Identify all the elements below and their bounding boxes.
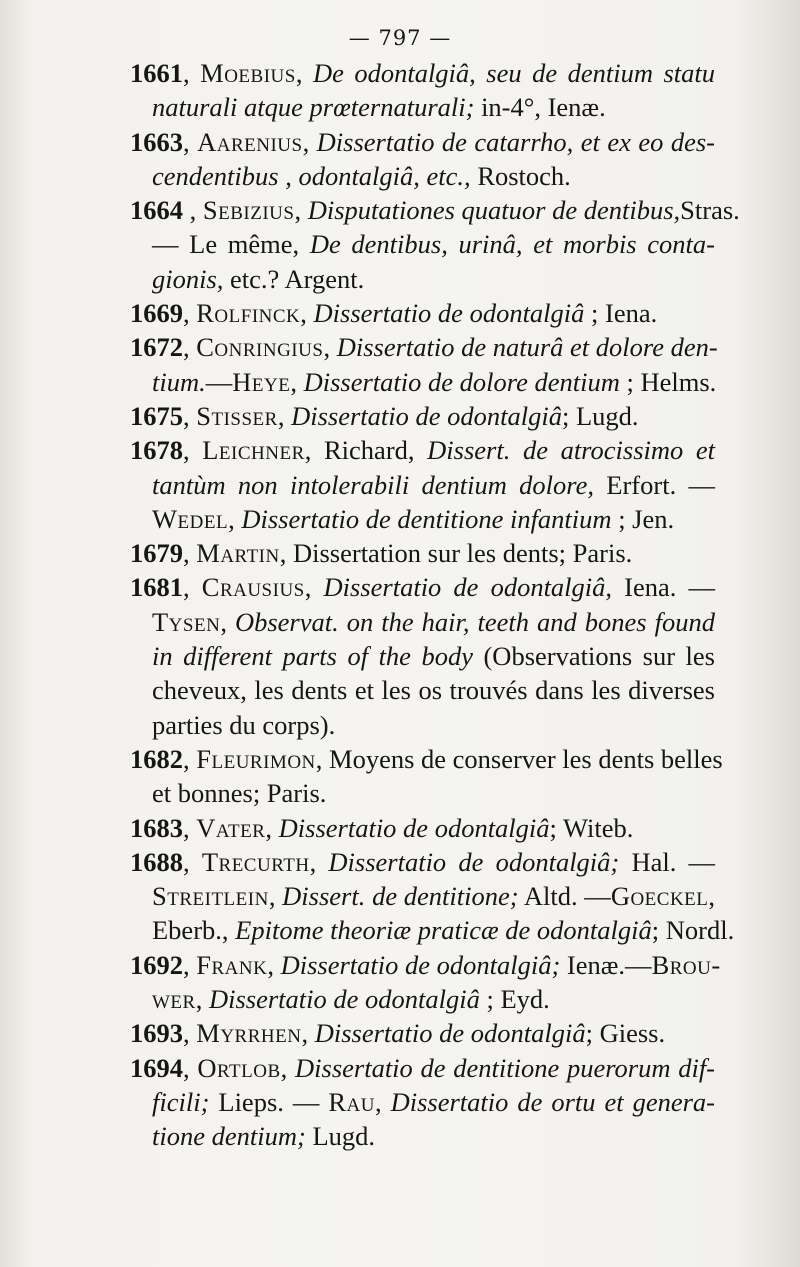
text-run: , — [268, 881, 283, 912]
text-run: , — [183, 572, 202, 603]
entry-year: 1661 — [130, 58, 183, 88]
author-name: Leichner — [202, 435, 305, 466]
text-run: , — [309, 846, 329, 877]
entry-year: 1672 — [130, 332, 183, 363]
text-run: ; Helms. — [619, 366, 717, 397]
italic-title: gionis, — [152, 263, 224, 294]
author-name: Fleurimon — [196, 743, 316, 774]
italic-title: Disputationes quatuor de dentibus, — [307, 195, 681, 226]
author-name: Conringius — [196, 332, 324, 363]
text-line — [130, 845, 715, 879]
italic-title: naturali atque prœternaturali; — [152, 92, 475, 123]
entry-year: 1683 — [130, 812, 183, 843]
text-run: cheveux, les dents et les os trouvés dans les diverses — [152, 675, 715, 706]
author-name: Rau — [328, 1086, 375, 1117]
text-line — [130, 1119, 715, 1153]
text-run: , — [183, 743, 197, 774]
author-name: Ortlob — [197, 1052, 281, 1083]
italic-title: Epitome theoriæ praticæ de odontalgiâ — [235, 915, 652, 946]
text-run: , — [304, 572, 324, 603]
text-run: Eberb., — [152, 915, 236, 946]
text-run: et bonnes; Paris. — [152, 778, 327, 809]
author-name: Moebius — [200, 58, 296, 88]
author-name: Crausius — [201, 572, 305, 603]
entry-year: 1663 — [130, 126, 183, 157]
text-run: , — [183, 435, 203, 466]
italic-title: ficili; — [152, 1086, 210, 1117]
text-run: Erfort. — — [594, 469, 715, 500]
text-run: etc.? Argent. — [223, 263, 365, 294]
author-name: wer — [152, 984, 196, 1015]
entry-year: 1678 — [130, 435, 183, 466]
text-line — [130, 296, 715, 330]
text-run: , — [302, 126, 317, 157]
text-run: ; Iena. — [584, 298, 658, 329]
text-run: , — [183, 538, 197, 569]
entry-year: 1675 — [130, 400, 183, 431]
author-name: Brou- — [651, 949, 721, 980]
text-run: , — [183, 126, 198, 157]
text-line — [130, 1051, 715, 1085]
text-line — [130, 913, 735, 947]
text-run: , — [183, 332, 197, 363]
text-run: Stras. — [680, 195, 740, 226]
entry-year: 1692 — [130, 949, 183, 980]
italic-title: De odontalgiâ, seu de dentium statu — [312, 58, 716, 88]
entry-year: 1669 — [130, 298, 183, 329]
text-line — [130, 605, 715, 639]
text-line — [130, 776, 715, 810]
text-run: , — [183, 400, 197, 431]
text-run: , — [183, 949, 197, 980]
italic-title: Observat. on the hair, teeth and bones found — [234, 606, 715, 637]
author-name: Frank — [196, 949, 268, 980]
text-line — [130, 193, 740, 227]
text-line — [130, 1016, 715, 1050]
entry-year: 1693 — [130, 1018, 183, 1049]
page-number: — 797 — — [348, 26, 452, 50]
text-run: , — [183, 58, 201, 88]
text-run: in-4°, Ienæ. — [474, 92, 606, 123]
text-run: , — [280, 1052, 295, 1083]
text-run: , Dissertation sur les dents; Paris. — [279, 538, 633, 569]
italic-title: tium. — [152, 366, 206, 397]
text-line — [130, 330, 718, 364]
text-run: , — [183, 846, 202, 877]
entry-year: 1688 — [130, 846, 183, 877]
text-line — [130, 56, 715, 90]
italic-title: Dissertatio de odontalgiâ — [291, 400, 562, 431]
text-run: , — [195, 984, 209, 1015]
text-line — [130, 982, 715, 1016]
text-line — [130, 879, 715, 913]
text-run: Hal. — — [619, 846, 716, 877]
text-run: , — [294, 195, 308, 226]
text-line — [130, 1085, 715, 1119]
italic-title: cendentibus , odontalgiâ, etc., — [152, 160, 471, 191]
text-line — [130, 742, 723, 776]
author-name: Trecurth — [201, 846, 310, 877]
text-line — [130, 468, 715, 502]
text-line — [130, 811, 715, 845]
bibliography-list — [130, 56, 740, 1154]
italic-title: Dissertatio de odontalgiâ — [278, 812, 550, 843]
entry-year: 1682 — [130, 743, 183, 774]
author-name: Tysen — [152, 606, 221, 637]
text-run: ; Eyd. — [479, 984, 550, 1015]
text-line — [130, 365, 715, 399]
text-run: Rostoch. — [470, 160, 571, 191]
italic-title: Dissert. de dentitione; — [282, 881, 519, 912]
entry-year: 1681 — [130, 572, 183, 603]
text-run: , — [323, 332, 337, 363]
text-run: , Richard, — [304, 435, 428, 466]
text-run: , — [265, 812, 279, 843]
italic-title: Dissertatio de odontalgiâ — [314, 1018, 586, 1049]
text-line — [130, 536, 715, 570]
text-run: , — [183, 812, 197, 843]
text-run: Lugd. — [305, 1121, 375, 1152]
text-line — [130, 262, 715, 296]
text-run: — — [205, 366, 233, 397]
text-run: — Le même, — [152, 229, 310, 260]
italic-title: De dentibus, urinâ, et morbis conta- — [309, 229, 715, 260]
text-run: , — [295, 58, 313, 88]
italic-title: Dissertatio de dentitione infantium — [241, 503, 612, 534]
text-run: ; Nordl. — [651, 915, 735, 946]
text-run: , — [220, 606, 235, 637]
text-run: , — [277, 400, 292, 431]
italic-title: Dissertatio de odontalgiâ — [313, 298, 585, 329]
text-line — [130, 948, 721, 982]
author-name: Martin — [196, 538, 280, 569]
text-run: ; Giess. — [585, 1018, 666, 1049]
text-line — [130, 570, 715, 604]
text-line — [130, 125, 715, 159]
text-line — [130, 639, 715, 673]
text-run: , — [183, 298, 197, 329]
author-name: Stisser — [196, 400, 278, 431]
text-line — [130, 433, 715, 467]
author-name: Wedel — [152, 503, 229, 534]
entry-year: 1679 — [130, 538, 183, 569]
text-run: (Observations sur les — [472, 641, 715, 672]
text-run: , — [301, 1018, 315, 1049]
author-name: Aarenius — [197, 126, 303, 157]
text-run: ; Jen. — [611, 503, 675, 534]
text-line — [130, 159, 715, 193]
text-line — [130, 708, 715, 742]
text-run: , — [374, 1086, 391, 1117]
italic-title: tione dentium; — [152, 1121, 306, 1152]
text-run: , — [290, 366, 304, 397]
italic-title: Dissertatio de naturâ et dolore den- — [336, 332, 718, 363]
text-line — [130, 90, 715, 124]
italic-title: Dissertatio de odontalgiâ — [208, 984, 480, 1015]
text-run: Lieps. — — [209, 1086, 329, 1117]
text-run: , — [183, 1018, 197, 1049]
text-run: parties du corps). — [152, 709, 336, 740]
text-line — [130, 502, 715, 536]
text-run: , — [183, 195, 203, 226]
text-run: , — [183, 1052, 198, 1083]
text-run: Iena. — — [612, 572, 716, 603]
text-run: , — [228, 503, 242, 534]
italic-title: Dissertatio de dentitione puerorum dif- — [295, 1052, 716, 1083]
author-name: Myrrhen — [196, 1018, 302, 1049]
text-run: , — [300, 298, 314, 329]
author-name: Streitlein — [152, 881, 269, 912]
italic-title: Dissertatio de odontalgiâ; — [328, 846, 620, 877]
text-run: , — [267, 949, 281, 980]
author-name: Sebizius — [202, 195, 295, 226]
italic-title: in different parts of the body — [152, 641, 473, 672]
author-name: Goeckel — [610, 881, 709, 912]
text-line — [130, 399, 715, 433]
text-line — [130, 227, 715, 261]
text-run: Ienæ.— — [560, 949, 652, 980]
italic-title: tantùm non intolerabili dentium dolore, — [152, 469, 594, 500]
italic-title: Dissertatio de dolore dentium — [303, 366, 620, 397]
text-line — [130, 673, 715, 707]
text-run: ; Witeb. — [549, 812, 634, 843]
entry-year: 1664 — [130, 195, 183, 226]
entry-year: 1694 — [130, 1052, 183, 1083]
text-run: , — [708, 881, 716, 912]
italic-title: Dissertatio de odontalgiâ; — [280, 949, 561, 980]
italic-title: Dissertatio de catarrho, et ex eo des- — [316, 126, 715, 157]
author-name: Rolfinck — [196, 298, 301, 329]
text-run: , Moyens de conserver les dents belles — [315, 743, 723, 774]
italic-title: Dissertatio de ortu et genera- — [390, 1086, 716, 1117]
text-run: Altd. — — [518, 881, 611, 912]
text-run: ; Lugd. — [561, 400, 639, 431]
italic-title: Dissert. de atrocissimo et — [427, 435, 716, 466]
author-name: Heye — [232, 366, 291, 397]
italic-title: Dissertatio de odontalgiâ, — [323, 572, 613, 603]
author-name: Vater — [196, 812, 266, 843]
